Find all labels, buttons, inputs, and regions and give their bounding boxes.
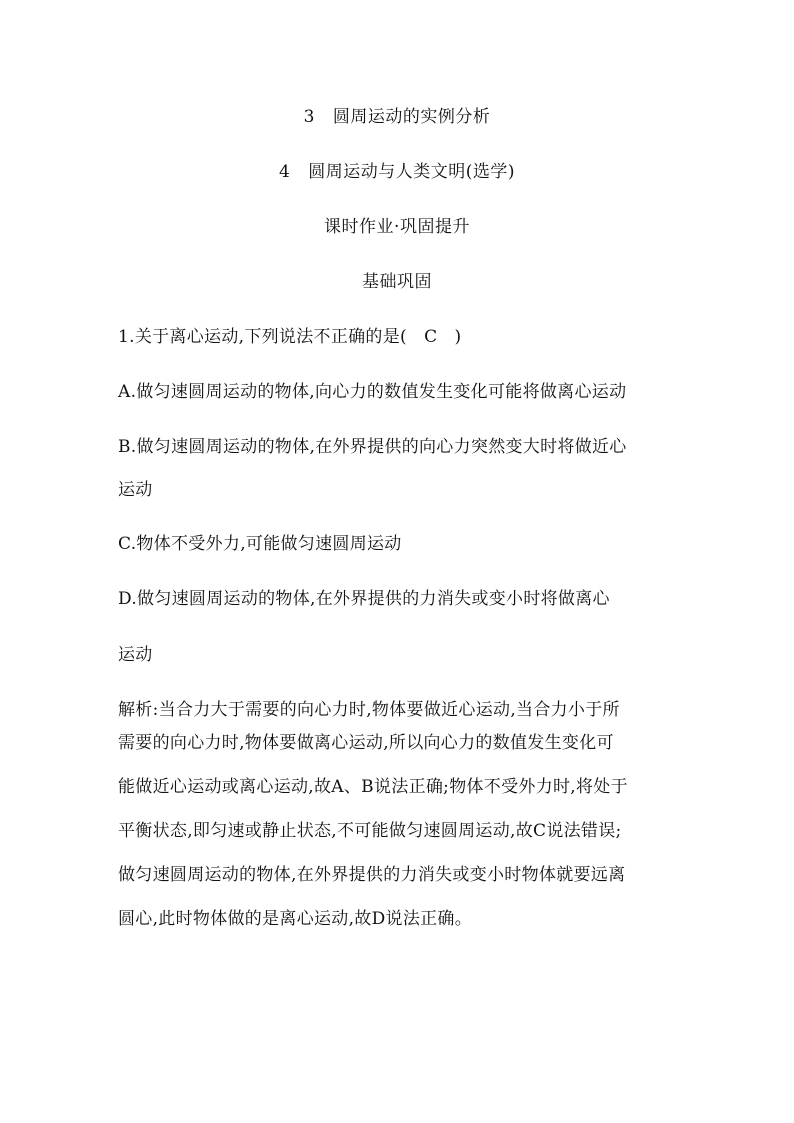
option-d-line-2: 运动 [118, 645, 153, 665]
section-4-title: 圆周运动与人类文明(选学) [308, 162, 516, 182]
analysis-line-6: 圆心,此时物体做的是离心运动,故D说法正确。 [118, 909, 473, 929]
option-b-line-2: 运动 [118, 480, 153, 500]
option-c: C.物体不受外力,可能做匀速圆周运动 [118, 534, 402, 554]
analysis-line-1: 解析:当合力大于需要的向心力时,物体要做近心运动,当合力小于所 [118, 700, 620, 720]
homework-title: 课时作业·巩固提升 [324, 217, 470, 237]
section-3-heading [0, 106, 794, 128]
section-4-heading [0, 161, 794, 183]
option-d-line-1: D.做匀速圆周运动的物体,在外界提供的力消失或变小时将做离心 [118, 589, 610, 609]
option-b-line-1: B.做匀速圆周运动的物体,在外界提供的向心力突然变大时将做近心 [118, 437, 627, 457]
analysis-line-4: 平衡状态,即匀速或静止状态,不可能做匀速圆周运动,故C说法错误; [118, 821, 622, 841]
section-4-number: 4 [278, 162, 291, 182]
option-a: A.做匀速圆周运动的物体,向心力的数值发生变化可能将做离心运动 [118, 382, 627, 402]
question-stem: 1.关于离心运动,下列说法不正确的是( C ) [118, 327, 462, 347]
analysis-line-5: 做匀速圆周运动的物体,在外界提供的力消失或变小时物体就要远离 [118, 865, 626, 885]
section-3-title: 圆周运动的实例分析 [332, 107, 491, 127]
analysis-line-3: 能做近心运动或离心运动,故A、B说法正确;物体不受外力时,将处于 [118, 777, 628, 797]
section-3-number: 3 [303, 107, 315, 127]
analysis-line-2: 需要的向心力时,物体要做离心运动,所以向心力的数值发生变化可 [118, 733, 614, 753]
subsection-title: 基础巩固 [362, 272, 432, 292]
